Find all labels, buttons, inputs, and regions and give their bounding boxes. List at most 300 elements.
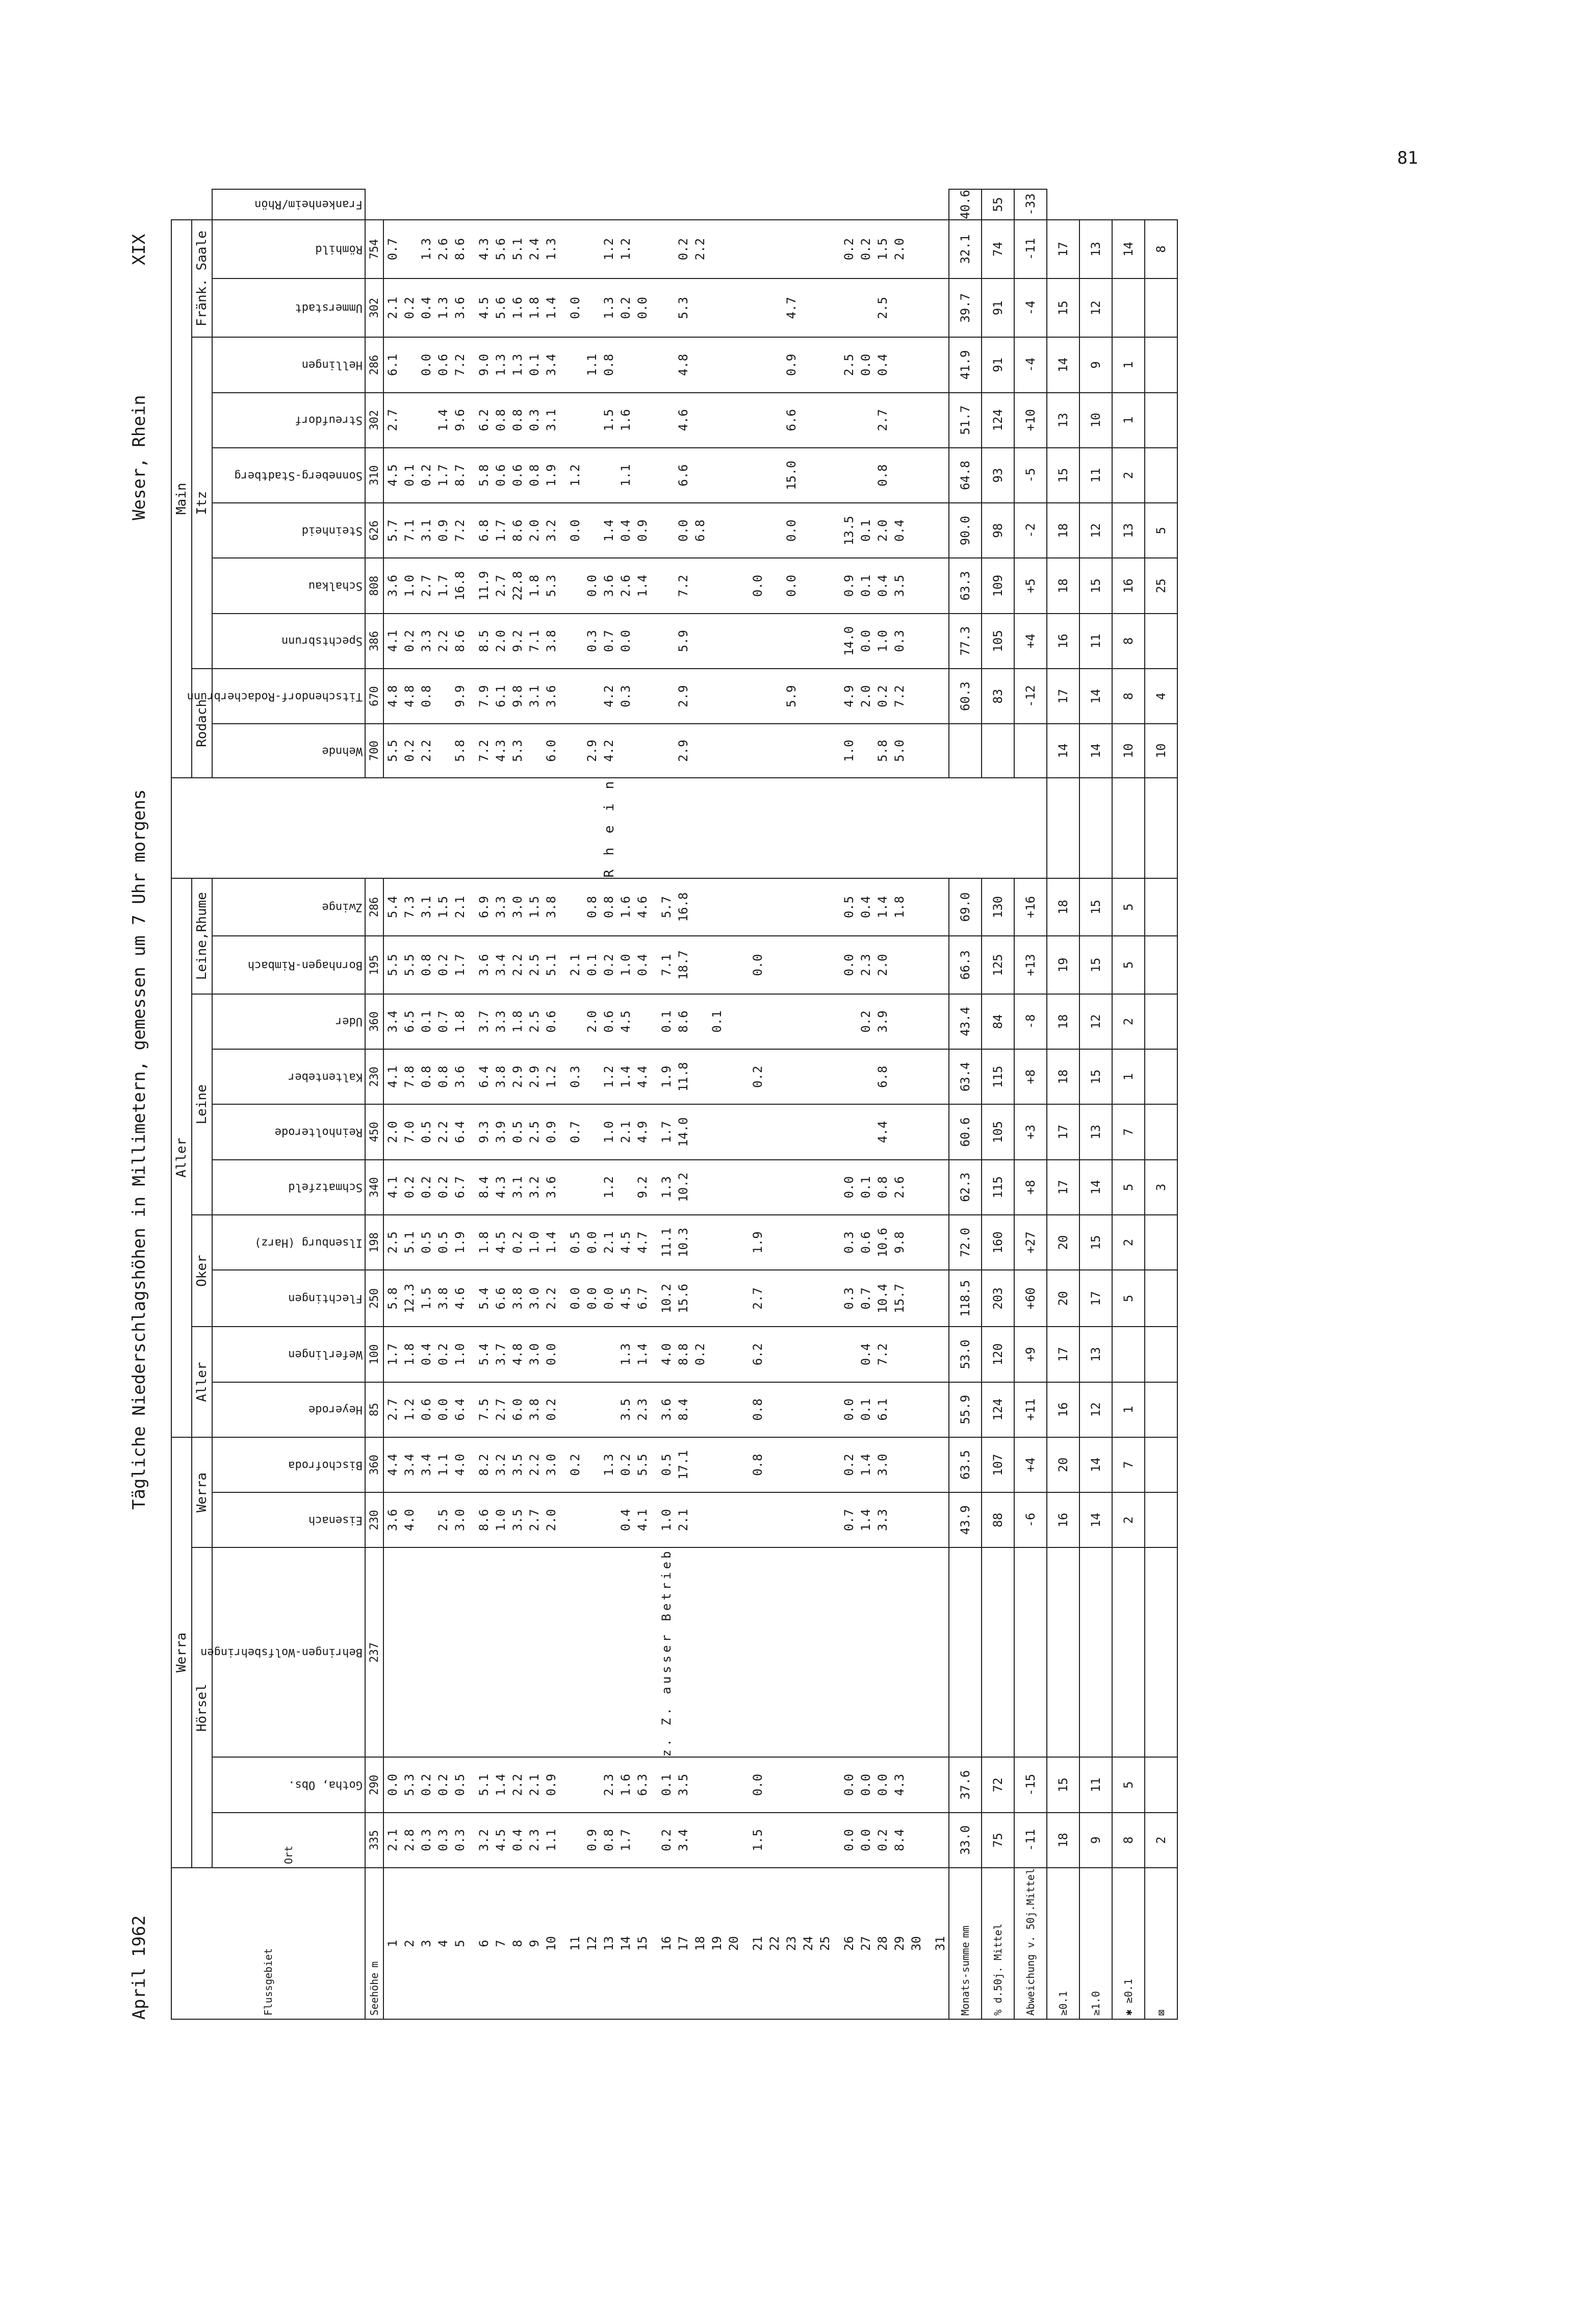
station-height: 237 <box>365 1547 383 1757</box>
day-value: 2.6 <box>617 558 634 613</box>
day-value: 3.6 <box>658 1382 675 1437</box>
gap-cell <box>833 614 840 669</box>
day-value: 2.7 <box>383 393 401 448</box>
gap-cell <box>742 1327 749 1382</box>
day-value: 12.3 <box>401 1270 418 1327</box>
day-value: 0.2 <box>418 1160 434 1215</box>
day-value: 1.8 <box>401 1327 418 1382</box>
day-value: 8.6 <box>451 614 468 669</box>
day-value <box>891 994 908 1049</box>
day-value <box>658 448 675 503</box>
day-value <box>908 1813 924 1868</box>
gap-cell <box>559 994 567 1049</box>
day-value <box>932 1757 949 1812</box>
summary-value: 1 <box>1112 393 1145 448</box>
day-value <box>816 1327 833 1382</box>
summary-value: 15 <box>1047 1757 1079 1812</box>
summary-label <box>1112 1868 1145 2019</box>
day-value <box>932 1492 949 1547</box>
day-value: 3.6 <box>600 558 617 613</box>
day-value <box>725 724 742 777</box>
gap-cell <box>468 1104 475 1159</box>
day-value <box>583 669 600 724</box>
day-value: 0.6 <box>418 1382 434 1437</box>
day-value: 0.4 <box>874 337 891 392</box>
day-value <box>600 1327 617 1382</box>
day-value: 1.3 <box>658 1160 675 1215</box>
day-value: 6.4 <box>451 1104 468 1159</box>
day-value: 2.1 <box>383 278 401 337</box>
day-value <box>766 1813 783 1868</box>
summary-value: 2 <box>1112 448 1145 503</box>
day-value: 0.8 <box>600 337 617 392</box>
day-value <box>708 503 725 558</box>
day-value: 3.3 <box>418 614 434 669</box>
summary-value: 12 <box>1079 994 1112 1049</box>
gap-cell <box>742 1104 749 1159</box>
day-value <box>708 1492 725 1547</box>
day-value <box>725 994 742 1049</box>
day-value: 5.4 <box>475 1327 492 1382</box>
day-value <box>583 1049 600 1104</box>
station-name <box>212 337 365 392</box>
day-value: 1.7 <box>434 558 451 613</box>
summary-value: 5 <box>1112 1757 1145 1812</box>
day-value: 3.6 <box>383 558 401 613</box>
day-value: 2.9 <box>509 1049 526 1104</box>
day-value: 2.9 <box>675 724 691 777</box>
day-value <box>840 1327 857 1382</box>
day-number: 3 <box>418 1868 434 2019</box>
summary-label <box>1079 1868 1112 2019</box>
day-value <box>800 1215 816 1270</box>
gap-cell <box>651 1437 658 1492</box>
station-height: 670 <box>365 669 383 724</box>
day-value: 2.2 <box>509 1757 526 1812</box>
summary-row-mm <box>949 189 982 2019</box>
day-value: 1.5 <box>434 878 451 936</box>
station-name <box>212 994 365 1049</box>
rhein-filler <box>1079 778 1112 878</box>
day-value <box>708 1215 725 1270</box>
day-value: 1.9 <box>658 1049 675 1104</box>
day-value: 1.5 <box>874 220 891 278</box>
day-value <box>691 1382 708 1437</box>
summary-value: -11 <box>1014 220 1047 278</box>
day-value <box>749 994 766 1049</box>
day-value: 3.5 <box>617 1382 634 1437</box>
day-value: 0.0 <box>567 503 583 558</box>
summary-value: 63.4 <box>949 1049 982 1104</box>
summary-value: 109 <box>982 558 1014 613</box>
day-value <box>766 1382 783 1437</box>
day-value: 1.0 <box>492 1492 509 1547</box>
summary-value: 13 <box>1079 1327 1112 1382</box>
day-value: 3.1 <box>509 1160 526 1215</box>
day-value <box>658 724 675 777</box>
day-value <box>725 503 742 558</box>
day-value: 3.4 <box>383 994 401 1049</box>
day-value: 4.0 <box>401 1492 418 1547</box>
rhein-filler <box>949 724 982 777</box>
day-value: 0.7 <box>434 994 451 1049</box>
day-value: 5.8 <box>383 1270 401 1327</box>
summary-value: 16 <box>1112 558 1145 613</box>
station-name <box>212 1049 365 1104</box>
day-value <box>725 278 742 337</box>
summary-value: 75 <box>982 1813 1014 1868</box>
station-name-text: Kaltenteber <box>288 1070 363 1083</box>
summary-value: +8 <box>1014 1160 1047 1215</box>
day-value: 0.0 <box>840 1382 857 1437</box>
summary-value: 160 <box>982 1215 1014 1270</box>
height-row <box>365 189 383 2019</box>
day-value: 5.9 <box>783 669 800 724</box>
day-value: 0.2 <box>617 1437 634 1492</box>
day-value: 1.0 <box>874 614 891 669</box>
gap-cell <box>833 669 840 724</box>
gap-cell <box>924 1868 932 2019</box>
day-value <box>658 669 675 724</box>
summary-value: 16 <box>1047 1492 1079 1547</box>
day-value: 6.6 <box>783 393 800 448</box>
day-value: 3.6 <box>543 1160 559 1215</box>
day-value <box>783 1757 800 1812</box>
summary-value: 84 <box>982 994 1014 1049</box>
gap-cell <box>468 1437 475 1492</box>
day-value <box>816 1160 833 1215</box>
day-value: 0.1 <box>418 994 434 1049</box>
station-name <box>212 220 365 278</box>
day-value: 0.0 <box>749 558 766 613</box>
day-value: 1.4 <box>874 878 891 936</box>
day-value: 0.4 <box>634 936 651 994</box>
day-value: 3.7 <box>475 994 492 1049</box>
day-value: 8.6 <box>509 503 526 558</box>
day-value <box>766 1327 783 1382</box>
gap-cell <box>559 1049 567 1104</box>
unit-m: m <box>368 1961 380 1968</box>
day-value: 5.9 <box>675 614 691 669</box>
day-value <box>783 1160 800 1215</box>
day-value <box>708 936 725 994</box>
summary-value: +9 <box>1014 1327 1047 1382</box>
group-itz: Itz <box>192 337 212 669</box>
summary-value: -8 <box>1014 994 1047 1049</box>
day-value <box>783 994 800 1049</box>
summary-value: 10 <box>1079 393 1112 448</box>
day-value: 5.7 <box>658 878 675 936</box>
summary-value <box>982 1547 1014 1757</box>
day-value: 1.4 <box>617 1049 634 1104</box>
day-value <box>891 337 908 392</box>
day-value: 0.2 <box>840 220 857 278</box>
day-value <box>932 669 949 724</box>
day-value: 0.0 <box>857 614 874 669</box>
day-value <box>658 220 675 278</box>
summary-value: 83 <box>982 669 1014 724</box>
group-header-2 <box>192 189 212 2019</box>
day-value: 0.3 <box>434 1813 451 1868</box>
day-number: 6 <box>475 1868 492 2019</box>
day-value <box>840 1104 857 1159</box>
day-value <box>783 220 800 278</box>
rhein-filler <box>1112 778 1145 878</box>
day-value <box>816 503 833 558</box>
day-value <box>691 558 708 613</box>
summary-value: 60.3 <box>949 669 982 724</box>
station-name-text: Streufdorf <box>295 414 363 427</box>
day-value <box>725 878 742 936</box>
day-value <box>567 1757 583 1812</box>
station-height: 340 <box>365 1160 383 1215</box>
day-value: 1.9 <box>543 448 559 503</box>
day-value: 0.0 <box>634 278 651 337</box>
station-height: 386 <box>365 614 383 669</box>
day-value: 0.0 <box>600 1270 617 1327</box>
station-name <box>212 1327 365 1382</box>
day-value <box>708 1757 725 1812</box>
gap-cell <box>833 1868 840 2019</box>
day-number: 16 <box>658 1868 675 2019</box>
station-name <box>212 936 365 994</box>
day-value: 5.1 <box>401 1215 418 1270</box>
gap-cell <box>651 220 658 278</box>
day-value: 3.1 <box>418 503 434 558</box>
day-value <box>766 1104 783 1159</box>
day-value: 2.0 <box>383 1104 401 1159</box>
summary-value <box>1145 1547 1177 1757</box>
summary-value: 18 <box>1047 1813 1079 1868</box>
day-value: 4.5 <box>492 1215 509 1270</box>
day-value: 9.8 <box>509 669 526 724</box>
day-value: 8.6 <box>451 220 468 278</box>
day-value <box>434 724 451 777</box>
day-value <box>816 994 833 1049</box>
day-value: 0.4 <box>891 503 908 558</box>
day-value: 2.9 <box>675 669 691 724</box>
day-value <box>749 614 766 669</box>
summary-value: 14 <box>1079 724 1112 777</box>
summary-value: 17 <box>1079 1270 1112 1327</box>
day-value <box>908 724 924 777</box>
day-value: 1.4 <box>857 1437 874 1492</box>
summary-value: 120 <box>982 1327 1014 1382</box>
gap-cell <box>742 220 749 278</box>
day-value: 1.2 <box>567 448 583 503</box>
day-value <box>691 278 708 337</box>
station-name-text: Eisenach <box>308 1513 363 1527</box>
day-value <box>567 558 583 613</box>
day-value <box>708 1160 725 1215</box>
summary-row-ge10 <box>1079 189 1112 2019</box>
day-value <box>691 1104 708 1159</box>
gap-cell <box>924 1492 932 1547</box>
station-name <box>212 1492 365 1547</box>
day-value <box>908 1327 924 1382</box>
summary-value: 72.0 <box>949 1215 982 1270</box>
day-value: 0.3 <box>526 393 543 448</box>
day-value: 0.8 <box>600 878 617 936</box>
station-name-text: Heyerode <box>308 1403 363 1416</box>
summary-value: 7 <box>1112 1104 1145 1159</box>
day-value: 0.0 <box>840 1813 857 1868</box>
station-height: 100 <box>365 1327 383 1382</box>
gap-cell <box>924 393 932 448</box>
day-value: 0.1 <box>857 1382 874 1437</box>
day-number: 14 <box>617 1868 634 2019</box>
day-value <box>634 448 651 503</box>
day-value: 0.2 <box>401 724 418 777</box>
day-value: 3.6 <box>451 278 468 337</box>
summary-value <box>1145 1104 1177 1159</box>
summary-value: 13 <box>1079 1104 1112 1159</box>
day-value: 1.6 <box>509 278 526 337</box>
day-value: 6.1 <box>874 1382 891 1437</box>
day-value: 10.3 <box>675 1215 691 1270</box>
day-value: 1.0 <box>526 1215 543 1270</box>
day-value <box>766 393 783 448</box>
day-number: 21 <box>749 1868 766 2019</box>
summary-value: 18 <box>1047 994 1079 1049</box>
day-value: 3.2 <box>543 503 559 558</box>
gap-cell <box>559 278 567 337</box>
day-value <box>567 878 583 936</box>
day-value <box>749 1160 766 1215</box>
day-value: 2.2 <box>418 724 434 777</box>
day-value <box>800 994 816 1049</box>
day-value <box>932 1104 949 1159</box>
day-value: 1.8 <box>451 994 468 1049</box>
day-value <box>783 878 800 936</box>
day-value: 4.1 <box>383 1049 401 1104</box>
group-hoersel: Hörsel <box>192 1547 212 1868</box>
day-value: 9.2 <box>509 614 526 669</box>
day-value <box>725 1327 742 1382</box>
summary-value: 1 <box>1112 337 1145 392</box>
day-value <box>800 614 816 669</box>
day-value <box>708 669 725 724</box>
gap-cell <box>651 1868 658 2019</box>
day-value: 6.4 <box>475 1049 492 1104</box>
day-number: 13 <box>600 1868 617 2019</box>
day-value: 2.5 <box>526 936 543 994</box>
summary-label-text: Abweichung v. 50j.Mittel <box>1024 1868 1037 2016</box>
gap-cell <box>742 614 749 669</box>
station-height: 310 <box>365 448 383 503</box>
gap-cell <box>559 1868 567 2019</box>
summary-value: 9 <box>1079 337 1112 392</box>
day-value: 2.0 <box>874 936 891 994</box>
summary-value: 66.3 <box>949 936 982 994</box>
gap-cell <box>468 724 475 777</box>
station-height: 198 <box>365 1215 383 1270</box>
day-number: 18 <box>691 1868 708 2019</box>
day-value: 6.1 <box>492 669 509 724</box>
station-name <box>212 1757 365 1812</box>
day-value: 0.4 <box>857 878 874 936</box>
day-value <box>567 994 583 1049</box>
gap-cell <box>924 448 932 503</box>
day-value <box>908 669 924 724</box>
day-value: 0.8 <box>418 669 434 724</box>
gap-cell <box>742 1757 749 1812</box>
gap-cell <box>559 393 567 448</box>
day-value <box>908 936 924 994</box>
summary-value: 5 <box>1112 936 1145 994</box>
day-value <box>766 558 783 613</box>
summary-value: 105 <box>982 614 1014 669</box>
day-value <box>567 1160 583 1215</box>
day-value: 0.4 <box>617 1492 634 1547</box>
gap-cell <box>833 1382 840 1437</box>
summary-value: 64.8 <box>949 448 982 503</box>
day-value <box>725 1382 742 1437</box>
summary-value: +10 <box>1014 393 1047 448</box>
summary-value: 11 <box>1079 448 1112 503</box>
summary-value: 105 <box>982 1104 1014 1159</box>
day-value <box>634 669 651 724</box>
day-value <box>658 614 675 669</box>
day-value <box>691 1215 708 1270</box>
day-value: 3.3 <box>492 994 509 1049</box>
day-value: 2.5 <box>434 1492 451 1547</box>
station-name <box>212 1215 365 1270</box>
gap-cell <box>651 1327 658 1382</box>
summary-value: 13 <box>1047 393 1079 448</box>
day-number: 28 <box>874 1868 891 2019</box>
summary-value: 51.7 <box>949 393 982 448</box>
summary-value: 15 <box>1079 1215 1112 1270</box>
day-value: 8.6 <box>675 994 691 1049</box>
summary-value: 14 <box>1079 1492 1112 1547</box>
station-name-text: Weferlingen <box>288 1347 363 1361</box>
day-value <box>816 448 833 503</box>
day-number: 19 <box>708 1868 725 2019</box>
day-number: 2 <box>401 1868 418 2019</box>
group-main: Main <box>171 220 192 778</box>
day-value: 6.9 <box>475 878 492 936</box>
day-value: 6.4 <box>451 1382 468 1437</box>
day-value: 1.3 <box>600 278 617 337</box>
summary-label-text: ✱ ≥0.1 <box>1122 1978 1135 2016</box>
day-value: 0.0 <box>383 1757 401 1812</box>
day-value <box>401 393 418 448</box>
day-value <box>908 1049 924 1104</box>
day-value: 0.2 <box>418 1757 434 1812</box>
summary-value: 4 <box>1145 669 1177 724</box>
day-value: 8.7 <box>451 448 468 503</box>
gap-cell <box>742 448 749 503</box>
day-value: 2.1 <box>600 1215 617 1270</box>
summary-value: -4 <box>1014 278 1047 337</box>
day-value <box>617 337 634 392</box>
gap-cell <box>651 393 658 448</box>
summary-label <box>1145 1868 1177 2019</box>
day-value: 3.8 <box>434 1270 451 1327</box>
day-value <box>583 1437 600 1492</box>
day-value: 5.1 <box>509 220 526 278</box>
summary-value: 130 <box>982 878 1014 936</box>
day-value: 1.0 <box>840 724 857 777</box>
day-value: 1.8 <box>526 558 543 613</box>
day-value: 2.2 <box>526 1437 543 1492</box>
gap-cell <box>651 669 658 724</box>
day-value <box>766 337 783 392</box>
day-value: 0.3 <box>418 1813 434 1868</box>
day-value: 0.7 <box>567 1104 583 1159</box>
day-value: 1.1 <box>543 1813 559 1868</box>
